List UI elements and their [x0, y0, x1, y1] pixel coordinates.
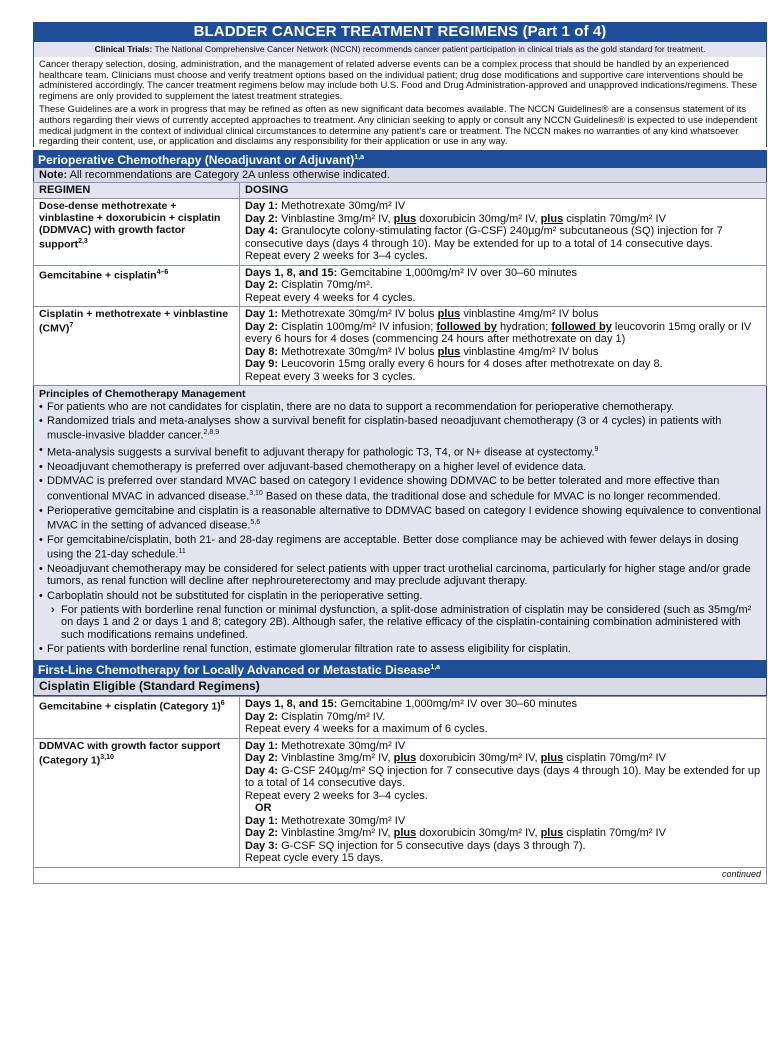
list-item: • Randomized trials and meta-analyses show a survival benefit for cisplatin-based neoadjuvant chemotherapy (3 or 4 cycles) in patients with muscle-invasive bladder cancer.$^{2,8,9}$ — [39, 415, 761, 442]
firstline-table — [33, 696, 767, 868]
dosing-gem-cis-cat1: Days 1, 8, and 15: Gemcitabine 1,000mg/m² IV over 30–60 minutes Day 2: Cisplatin 70mg/m² IV. Repeat every 4 weeks for a maximum of 6 cycles. — [240, 697, 767, 739]
dosing-ddmvac: Day 1: Methotrexate 30mg/m² IV Day 2: Vinblastine 3mg/m² IV, plus doxorubicin 30mg/m² IV, plus cisplatin 70mg/m² IV Day 4: Granulocyte colony-stimulating factor (G-CSF) 240µg/m² subcutaneous (SQ) injection for 7 consecutive days (days 4 through 10). May be extended for up to a total of 14 consecutive days. Repeat every 2 weeks for 3–4 cycles. — [240, 199, 767, 266]
cisplatin-eligible-heading: Cisplatin Eligible (Standard Regimens) — [33, 678, 767, 696]
firstline-heading-text: First-Line Chemotherapy for Locally Advanced or Metastatic Disease — [38, 663, 431, 678]
table-row — [34, 307, 767, 386]
document-title — [33, 22, 767, 42]
table-row — [34, 199, 767, 266]
continued-label: continued — [721, 868, 761, 879]
regimen-gem-cis: Gemcitabine + cisplatin$^{4-6}$ — [34, 265, 240, 307]
table-header-row — [34, 182, 767, 199]
dosing-cmv: Day 1: Methotrexate 30mg/m² IV bolus plus vinblastine 4mg/m² IV bolus Day 2: Cisplatin 100mg/m² IV infusion; followed by hydration; followed by leucovorin 15mg orally or IV every 6 hours for 4 doses (commencing 24 hours after methotrexate on day 1) Day 8: Methotrexate 30mg/m² IV bolus plus vinblastine 4mg/m² IV bolus Day 9: Leucovorin 15mg orally every 6 hours for 4 doses after methotrexate on day 8. Repeat every 3 weeks for 3 cycles. — [240, 307, 767, 386]
category-note — [33, 168, 767, 182]
list-item: • Meta-analysis suggests a survival benefit to adjuvant therapy for pathologic T3, T4, or N+ disease at cystectomy.$^9$ — [39, 444, 761, 459]
table-row — [34, 738, 767, 867]
or-label: OR — [255, 802, 272, 815]
principles-list — [39, 401, 761, 656]
list-item: • For gemcitabine/cisplatin, both 21- and 28-day regimens are acceptable. Better dose compliance may be achieved with fewer delays in dosing using the 21-day schedule.$^{11}$ — [39, 534, 761, 561]
clinical-trials-text: The National Comprehensive Cancer Network (NCCN) recommends cancer patient participation in clinical trials as the gold standard for treatment. — [154, 44, 706, 54]
dosing-gem-cis: Days 1, 8, and 15: Gemcitabine 1,000mg/m² IV over 30–60 minutes Day 2: Cisplatin 70mg/m². Repeat every 4 weeks for 4 cycles. — [240, 265, 767, 307]
title-main: BLADDER CANCER TREATMENT REGIMENS — [193, 23, 519, 40]
title-part: (Part 1 of 4) — [522, 23, 607, 40]
principles-heading: Principles of Chemotherapy Management — [39, 388, 246, 401]
document-page — [33, 22, 767, 884]
perioperative-table — [33, 182, 767, 387]
col-dosing: DOSING — [240, 182, 767, 199]
regimen-cmv: Cisplatin + methotrexate + vinblastine (CMV)$^7$ — [34, 307, 240, 386]
perioperative-heading — [33, 150, 767, 168]
list-item: • Perioperative gemcitabine and cisplatin is a reasonable alternative to DDMVAC based on category I evidence showing equivalence to conventional MVAC in the setting of advanced disease.$^{5,6}$ — [39, 505, 761, 532]
table-row — [34, 697, 767, 739]
perioperative-heading-ref: 1,a — [354, 153, 365, 161]
clinical-trials-label: Clinical Trials: — [94, 44, 153, 54]
list-item: • Carboplatin should not be substituted for cisplatin in the perioperative setting. — [39, 590, 761, 602]
dosing-ddmvac-cat1: Day 1: Methotrexate 30mg/m² IV Day 2: Vinblastine 3mg/m² IV, plus doxorubicin 30mg/m² IV, plus cisplatin 70mg/m² IV Day 4: G-CSF 240µg/m² SQ injection for 7 consecutive days (days 4 through 10). May be extended for up to a total of 14 consecutive days. Repeat every 2 weeks for 3–4 cycles. OR Day 1: Methotrexate 30mg/m² IV Day 2: Vinblastine 3mg/m² IV, plus doxorubicin 30mg/m² IV, plus cisplatin 70mg/m² IV Day 3: G-CSF SQ injection for 5 consecutive days (days 3 through 7). Repeat cycle every 15 days. — [240, 738, 767, 867]
regimen-ddmvac-cat1: DDMVAC with growth factor support (Category 1)$^{3,10}$ — [34, 738, 240, 867]
regimen-ddmvac: Dose-dense methotrexate + vinblastine + doxorubicin + cisplatin (DDMVAC) with growth factor support$^{2,3}$ — [34, 199, 240, 266]
firstline-heading — [33, 660, 767, 678]
principles-section — [33, 386, 767, 660]
list-item: • For patients who are not candidates for cisplatin, there are no data to support a recommendation for perioperative chemotherapy. — [39, 401, 761, 413]
intro-paragraph-2: These Guidelines are a work in progress that may be refined as often as new significant data becomes available. The NCCN Guidelines® are a consensus statement of its authors regarding their views of currently accepted approaches to treatment. Any clinician seeking to apply or consult any NCCN Guidelines® is expected to use independent medical judgment in the context of individual clinical circumstances to determine any patient's care or treatment. The NCCN makes no warranties of any kind whatsoever regarding their content, use, or application and disclaims any responsibility for their application or use in any way. — [39, 103, 758, 147]
list-subitem: › For patients with borderline renal function or minimal dysfunction, a split-dose administration of cisplatin may be considered (such as 35mg/m² on days 1 and 2 or days 1 and 8; category 2B). Although safer, the relative efficacy of the cisplatin-containing combination administered with such modifications remains undefined. — [39, 604, 761, 641]
list-item: • Neoadjuvant chemotherapy may be considered for select patients with upper tract urothelial carcinoma, particularly for higher stage and/or grade tumors, as renal function will decline after nephroureterectomy and may preclude adjuvant therapy. — [39, 563, 761, 588]
regimen-gem-cis-cat1: Gemcitabine + cisplatin (Category 1)$^6$ — [34, 697, 240, 739]
continued-footer — [33, 868, 767, 884]
firstline-heading-ref: 1,a — [430, 664, 441, 672]
intro-section — [33, 57, 767, 147]
note-label: Note: — [39, 168, 68, 181]
list-item: • Neoadjuvant chemotherapy is preferred over adjuvant-based chemotherapy on a higher level of evidence data. — [39, 461, 761, 473]
note-text: All recommendations are Category 2A unless otherwise indicated. — [69, 168, 390, 181]
list-item: • For patients with borderline renal function, estimate glomerular filtration rate to assess eligibility for cisplatin. — [39, 643, 761, 655]
perioperative-heading-text: Perioperative Chemotherapy (Neoadjuvant or Adjuvant) — [38, 152, 355, 167]
intro-paragraph-1: Cancer therapy selection, dosing, administration, and the management of related adverse events can be a complex process that should be handled by an experienced healthcare team. Clinicians must choose and verify treatment options based on the individual patient; drug dose modifications and supportive care interventions should be administered accordingly. The cancer treatment regimens below may include both U.S. Food and Drug Administration-approved and unapproved indications/regimens. These regimens are only provided to supplement the latest treatment strategies. — [39, 58, 758, 101]
clinical-trials-note — [33, 42, 767, 57]
col-regimen: REGIMEN — [34, 182, 240, 199]
table-row — [34, 265, 767, 307]
list-item: • DDMVAC is preferred over standard MVAC based on category I evidence showing DDMVAC to be better tolerated and more effective than conventional MVAC in advanced disease.$^{3,10}$ Based on these data, the traditional dose and schedule for MVAC is no longer recommended. — [39, 475, 761, 502]
